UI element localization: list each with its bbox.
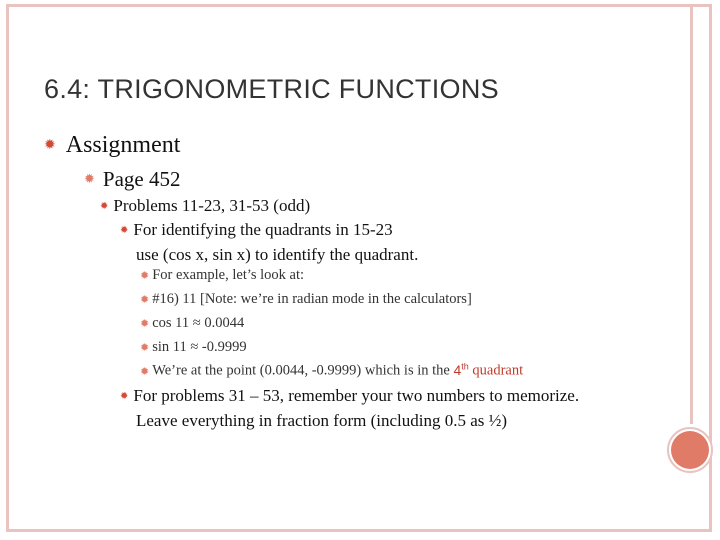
bullet-memorize [120, 385, 579, 432]
page-text: Page 452 [102, 167, 181, 191]
memorize-line-2: Leave everything in fraction form (including 0.5 as ½) [136, 411, 508, 430]
point-text: We’re at the point (0.0044, -0.9999) which is in the [152, 362, 450, 379]
small-sun-bullet-icon: ✹ [84, 172, 95, 187]
sun-bullet-icon: ✹ [44, 137, 56, 153]
sin-value-text: sin 11 ≈ -0.9999 [152, 339, 247, 355]
sun-bullet-icon: ✹ [120, 391, 129, 402]
small-sun-bullet-icon: ✹ [140, 269, 150, 282]
problems-text: Problems 11-23, 31-53 (odd) [113, 196, 311, 215]
sun-bullet-icon: ✹ [100, 201, 109, 212]
quadrant-suffix: th [461, 361, 469, 371]
small-sun-bullet-icon: ✹ [140, 317, 150, 330]
identify-line-1: For identifying the quadrants in 15-23 [133, 220, 393, 239]
bullet-sin-value [140, 339, 247, 356]
cos-value-text: cos 11 ≈ 0.0044 [152, 315, 245, 331]
sun-bullet-icon: ✹ [120, 225, 129, 236]
quadrant-word: quadrant [468, 362, 524, 379]
bullet-example-problem [140, 291, 472, 308]
bullet-cos-value [140, 315, 244, 332]
example-problem-text: #16) 11 [Note: we’re in radian mode in the calculators] [152, 291, 472, 307]
bullet-problems [100, 196, 310, 216]
slide-title: 6.4: TRIGONOMETRIC FUNCTIONS [44, 74, 499, 104]
assignment-text: Assignment [65, 132, 181, 158]
bullet-identify-quadrants [120, 219, 418, 266]
bullet-assignment [44, 132, 180, 159]
quadrant-ordinal [453, 362, 468, 378]
bullet-point-quadrant [140, 361, 523, 380]
small-sun-bullet-icon: ✹ [140, 341, 150, 354]
example-intro-text: For example, let’s look at: [152, 267, 305, 283]
small-sun-bullet-icon: ✹ [140, 293, 150, 306]
identify-line-2: use (cos x, sin x) to identify the quadrant. [136, 245, 419, 264]
bullet-page [84, 167, 180, 192]
quadrant-number: 4 [453, 361, 462, 378]
memorize-line-1: For problems 31 – 53, remember your two numbers to memorize. [133, 386, 580, 405]
decorative-vertical-line [690, 4, 693, 424]
bullet-example-intro [140, 267, 304, 284]
small-sun-bullet-icon: ✹ [140, 364, 150, 378]
decorative-circle-fill [671, 431, 709, 469]
